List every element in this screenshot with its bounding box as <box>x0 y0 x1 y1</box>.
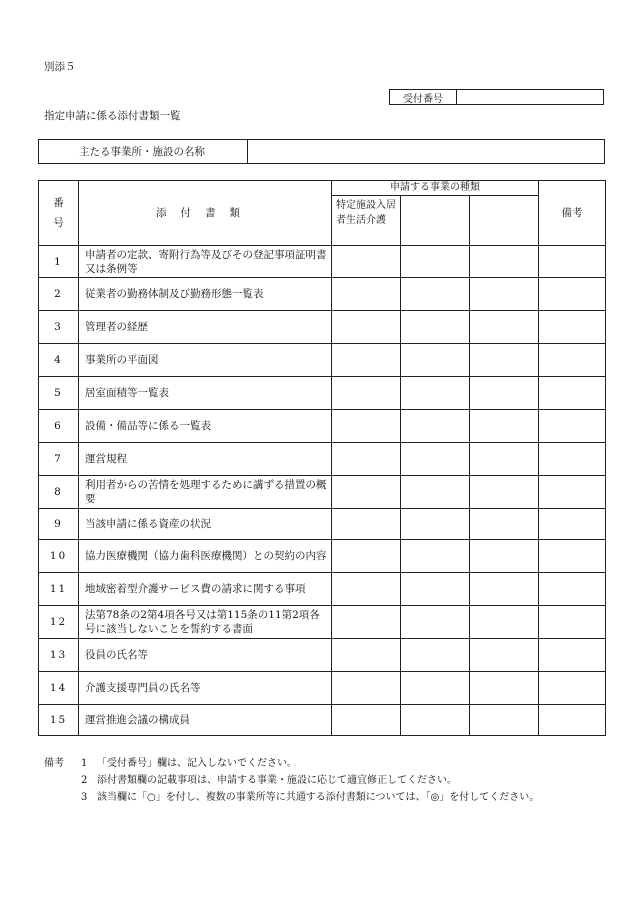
document-name: 当該申請に係る資産の状況 <box>79 509 332 540</box>
note-number: 2 <box>81 775 88 786</box>
service-check-cell[interactable] <box>332 573 401 606</box>
table-row <box>39 278 606 311</box>
service-check-cell[interactable] <box>401 540 470 573</box>
row-number: 7 <box>39 443 79 476</box>
remarks-cell[interactable] <box>539 476 606 509</box>
service-check-cell[interactable] <box>470 540 539 573</box>
attachments-table <box>38 180 606 736</box>
service-check-cell[interactable] <box>470 639 539 672</box>
service-check-cell[interactable] <box>401 672 470 705</box>
row-number: 11 <box>39 573 79 606</box>
service-check-cell[interactable] <box>332 639 401 672</box>
table-row <box>39 476 606 509</box>
remarks-cell[interactable] <box>539 705 606 736</box>
document-name: 居室面積等一覧表 <box>79 377 332 410</box>
service-check-cell[interactable] <box>470 311 539 344</box>
receipt-number-label: 受付番号 <box>390 90 457 104</box>
note-item <box>44 789 539 806</box>
facility-name-label: 主たる事業所・施設の名称 <box>39 140 248 163</box>
remarks-cell[interactable] <box>539 377 606 410</box>
remarks-cell[interactable] <box>539 509 606 540</box>
row-number: 12 <box>39 606 79 639</box>
service-check-cell[interactable] <box>470 476 539 509</box>
document-title: 指定申請に係る添付書類一覧 <box>44 110 181 122</box>
remarks-cell[interactable] <box>539 246 606 278</box>
table-row <box>39 246 606 278</box>
service-check-cell[interactable] <box>470 246 539 278</box>
header-documents: 添付書類 <box>79 181 332 246</box>
service-check-cell[interactable] <box>332 540 401 573</box>
header-remarks: 備考 <box>539 181 606 246</box>
table-row <box>39 311 606 344</box>
service-check-cell[interactable] <box>332 509 401 540</box>
annex-label: 別添５ <box>44 61 76 73</box>
note-text: 「受付番号」欄は、記入しないでください。 <box>97 758 297 769</box>
header-number: 番 号 <box>39 181 79 246</box>
remarks-cell[interactable] <box>539 540 606 573</box>
table-row <box>39 606 606 639</box>
document-name: 運営規程 <box>79 443 332 476</box>
service-column-1: 特定施設入居者生活介護 <box>332 196 401 246</box>
service-check-cell[interactable] <box>470 377 539 410</box>
row-number: 4 <box>39 344 79 377</box>
service-check-cell[interactable] <box>470 705 539 736</box>
document-name: 運営推進会議の構成員 <box>79 705 332 736</box>
document-name: 事業所の平面図 <box>79 344 332 377</box>
table-row <box>39 443 606 476</box>
remarks-cell[interactable] <box>539 311 606 344</box>
service-check-cell[interactable] <box>332 246 401 278</box>
service-check-cell[interactable] <box>401 278 470 311</box>
service-check-cell[interactable] <box>470 410 539 443</box>
service-check-cell[interactable] <box>401 443 470 476</box>
table-row <box>39 573 606 606</box>
remarks-cell[interactable] <box>539 443 606 476</box>
service-check-cell[interactable] <box>401 606 470 639</box>
note-item <box>44 772 539 789</box>
receipt-number-box <box>389 89 604 105</box>
service-check-cell[interactable] <box>332 377 401 410</box>
remarks-cell[interactable] <box>539 278 606 311</box>
document-name: 管理者の経歴 <box>79 311 332 344</box>
table-row <box>39 672 606 705</box>
note-text: 該当欄に「○」を付し、複数の事業所等に共通する添付書類については、「◎」を付してください。 <box>97 792 540 803</box>
document-name: 利用者からの苦情を処理するために講ずる措置の概要 <box>79 476 332 509</box>
service-check-cell[interactable] <box>401 410 470 443</box>
row-number: 8 <box>39 476 79 509</box>
service-check-cell[interactable] <box>332 278 401 311</box>
facility-name-row <box>38 139 605 164</box>
document-name: 従業者の勤務体制及び勤務形態一覧表 <box>79 278 332 311</box>
service-check-cell[interactable] <box>401 246 470 278</box>
row-number: 6 <box>39 410 79 443</box>
remarks-cell[interactable] <box>539 672 606 705</box>
facility-name-field[interactable] <box>248 140 604 163</box>
service-check-cell[interactable] <box>332 606 401 639</box>
service-check-cell[interactable] <box>401 509 470 540</box>
remarks-cell[interactable] <box>539 344 606 377</box>
notes-section <box>44 755 539 806</box>
row-number: 5 <box>39 377 79 410</box>
service-check-cell[interactable] <box>332 672 401 705</box>
service-check-cell[interactable] <box>470 509 539 540</box>
table-row <box>39 410 606 443</box>
service-check-cell[interactable] <box>332 344 401 377</box>
table-row <box>39 377 606 410</box>
document-name: 協力医療機関（協力歯科医療機関）との契約の内容 <box>79 540 332 573</box>
table-row <box>39 509 606 540</box>
document-name: 設備・備品等に係る一覧表 <box>79 410 332 443</box>
table-row <box>39 344 606 377</box>
row-number: 15 <box>39 705 79 736</box>
note-number: 3 <box>81 792 88 803</box>
service-check-cell[interactable] <box>470 278 539 311</box>
service-check-cell[interactable] <box>401 311 470 344</box>
service-check-cell[interactable] <box>332 443 401 476</box>
service-check-cell[interactable] <box>470 573 539 606</box>
row-number: 13 <box>39 639 79 672</box>
row-number: 10 <box>39 540 79 573</box>
row-number: 9 <box>39 509 79 540</box>
service-column-3[interactable] <box>470 196 539 246</box>
service-column-2[interactable] <box>401 196 470 246</box>
service-check-cell[interactable] <box>401 344 470 377</box>
note-item <box>44 755 539 772</box>
document-name: 役員の氏名等 <box>79 639 332 672</box>
table-row <box>39 705 606 736</box>
service-check-cell[interactable] <box>401 639 470 672</box>
document-name: 申請者の定款、寄附行為等及びその登記事項証明書又は条例等 <box>79 246 332 278</box>
header-service-kind: 申請する事業の種類 <box>332 181 539 196</box>
service-check-cell[interactable] <box>332 476 401 509</box>
service-check-cell[interactable] <box>470 344 539 377</box>
row-number: 14 <box>39 672 79 705</box>
document-name: 地域密着型介護サービス費の請求に関する事項 <box>79 573 332 606</box>
service-check-cell[interactable] <box>401 476 470 509</box>
service-check-cell[interactable] <box>332 311 401 344</box>
service-check-cell[interactable] <box>401 705 470 736</box>
service-check-cell[interactable] <box>470 672 539 705</box>
note-text: 添付書類欄の記載事項は、申請する事業・施設に応じて適宜修正してください。 <box>97 775 457 786</box>
table-row <box>39 639 606 672</box>
receipt-number-field[interactable] <box>457 90 603 104</box>
remarks-cell[interactable] <box>539 573 606 606</box>
remarks-cell[interactable] <box>539 606 606 639</box>
row-number: 2 <box>39 278 79 311</box>
table-row <box>39 540 606 573</box>
service-check-cell[interactable] <box>470 443 539 476</box>
row-number: 1 <box>39 246 79 278</box>
notes-heading: 備考 <box>44 758 64 769</box>
service-check-cell[interactable] <box>332 410 401 443</box>
remarks-cell[interactable] <box>539 639 606 672</box>
service-check-cell[interactable] <box>401 573 470 606</box>
document-name: 法第78条の2第4項各号又は第115条の11第2項各号に該当しないことを誓約する書面 <box>79 606 332 639</box>
service-check-cell[interactable] <box>470 606 539 639</box>
document-name: 介護支援専門員の氏名等 <box>79 672 332 705</box>
service-check-cell[interactable] <box>332 705 401 736</box>
service-check-cell[interactable] <box>401 377 470 410</box>
row-number: 3 <box>39 311 79 344</box>
note-number: 1 <box>81 758 88 769</box>
remarks-cell[interactable] <box>539 410 606 443</box>
